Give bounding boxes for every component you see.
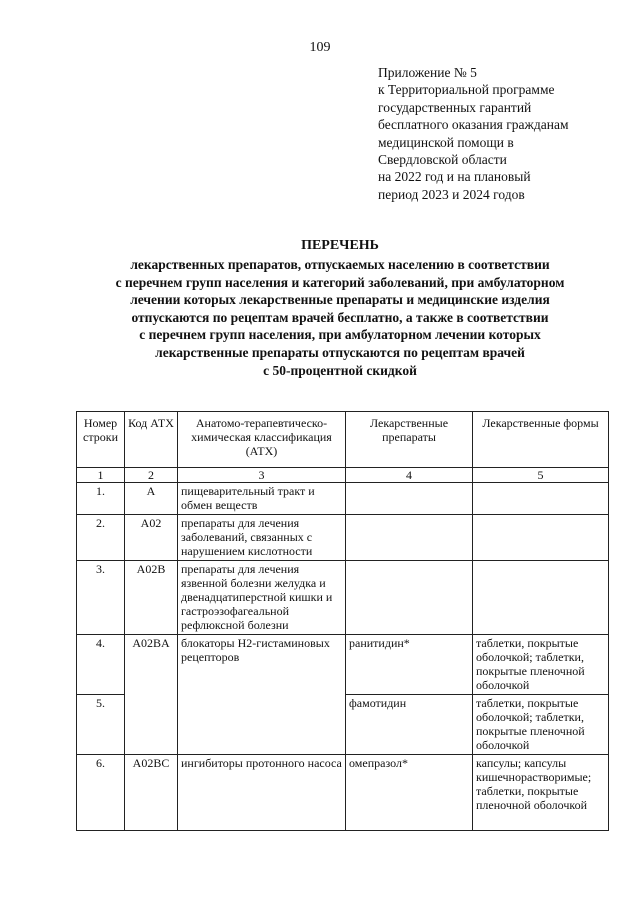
table-header-row	[77, 412, 609, 468]
cell-atc-code: A02	[125, 515, 178, 561]
table-row	[77, 515, 609, 561]
header-atc-classification: Анатомо-терапевтическо-химическая классификация (АТХ)	[178, 412, 346, 468]
cell-drug: ранитидин*	[346, 634, 473, 694]
document-title: ПЕРЕЧЕНЬ	[301, 238, 379, 253]
column-number: 4	[346, 468, 473, 483]
table-row	[77, 694, 609, 754]
cell-dosage-form: таблетки, покрытые оболочкой; таблетки, покрытые пленочной оболочкой	[473, 694, 609, 754]
cell-row-number: 5.	[77, 694, 125, 754]
appendix-line: период 2023 и 2024 годов	[378, 186, 525, 202]
drug-list-table	[76, 411, 609, 831]
header-row-number: Номер строки	[77, 412, 125, 468]
cell-dosage-form: капсулы; капсулы кишечнорастворимые; таблетки, покрытые пленочной оболочкой	[473, 754, 609, 830]
subtitle-line: лечении которых лекарственные препараты и медицинские изделия	[130, 292, 550, 308]
cell-row-number: 6.	[77, 754, 125, 830]
column-number: 5	[473, 468, 609, 483]
appendix-line: на 2022 год и на плановый	[378, 169, 531, 185]
subtitle-line: с перечнем групп населения, при амбулаторном лечении которых	[139, 327, 541, 343]
cell-drug: фамотидин	[346, 694, 473, 754]
subtitle-line: лекарственные препараты отпускаются по рецептам врачей	[155, 344, 525, 360]
cell-drug	[346, 560, 473, 634]
cell-atc-class: препараты для лечения язвенной болезни желудка и двенадцатиперстной кишки и гастроэзофагеальной рефлюксной болезни	[178, 560, 346, 634]
subtitle-line: лекарственных препаратов, отпускаемых населению в соответствии	[130, 257, 550, 272]
cell-drug: омепразол*	[346, 754, 473, 830]
cell-atc-code: A02BA	[125, 634, 178, 694]
document-subtitle	[40, 256, 640, 379]
table-row	[77, 483, 609, 515]
appendix-line: бесплатного оказания гражданам	[378, 117, 569, 133]
column-number-row	[77, 468, 609, 483]
appendix-note	[378, 64, 628, 203]
cell-atc-code: A02B	[125, 560, 178, 634]
table-row	[77, 634, 609, 694]
column-number: 2	[125, 468, 178, 483]
cell-drug	[346, 483, 473, 515]
column-number: 1	[77, 468, 125, 483]
cell-atc-code: A	[125, 483, 178, 515]
cell-atc-code	[125, 694, 178, 754]
subtitle-line: с перечнем групп населения и категорий заболеваний, при амбулаторном	[115, 274, 565, 290]
header-dosage-forms: Лекарственные формы	[473, 412, 609, 468]
cell-drug	[346, 515, 473, 561]
cell-row-number: 2.	[77, 515, 125, 561]
cell-dosage-form	[473, 483, 609, 515]
column-number: 3	[178, 468, 346, 483]
page-number: 109	[309, 40, 331, 55]
header-atc-code: Код АТХ	[125, 412, 178, 468]
cell-row-number: 1.	[77, 483, 125, 515]
header-drugs: Лекарственные препараты	[346, 412, 473, 468]
appendix-line: к Территориальной программе	[378, 82, 555, 98]
appendix-line: Приложение № 5	[378, 65, 477, 80]
subtitle-line: отпускаются по рецептам врачей бесплатно, а также в соответствии	[131, 309, 549, 325]
appendix-line: Свердловской области	[378, 152, 507, 168]
table-row	[77, 560, 609, 634]
cell-atc-class: препараты для лечения заболеваний, связанных с нарушением кислотности	[178, 515, 346, 561]
appendix-line: медицинской помощи в	[378, 134, 514, 150]
cell-row-number: 4.	[77, 634, 125, 694]
cell-dosage-form	[473, 560, 609, 634]
cell-atc-class: ингибиторы протонного насоса	[178, 754, 346, 830]
cell-atc-class: пищеварительный тракт и обмен веществ	[178, 483, 346, 515]
cell-atc-class	[178, 694, 346, 754]
subtitle-line: с 50-процентной скидкой	[263, 362, 417, 378]
cell-dosage-form: таблетки, покрытые оболочкой; таблетки, покрытые пленочной оболочкой	[473, 634, 609, 694]
cell-dosage-form	[473, 515, 609, 561]
table-row	[77, 754, 609, 830]
appendix-line: государственных гарантий	[378, 99, 532, 115]
cell-atc-code: A02BC	[125, 754, 178, 830]
cell-atc-class: блокаторы H2-гистаминовых рецепторов	[178, 634, 346, 694]
cell-row-number: 3.	[77, 560, 125, 634]
